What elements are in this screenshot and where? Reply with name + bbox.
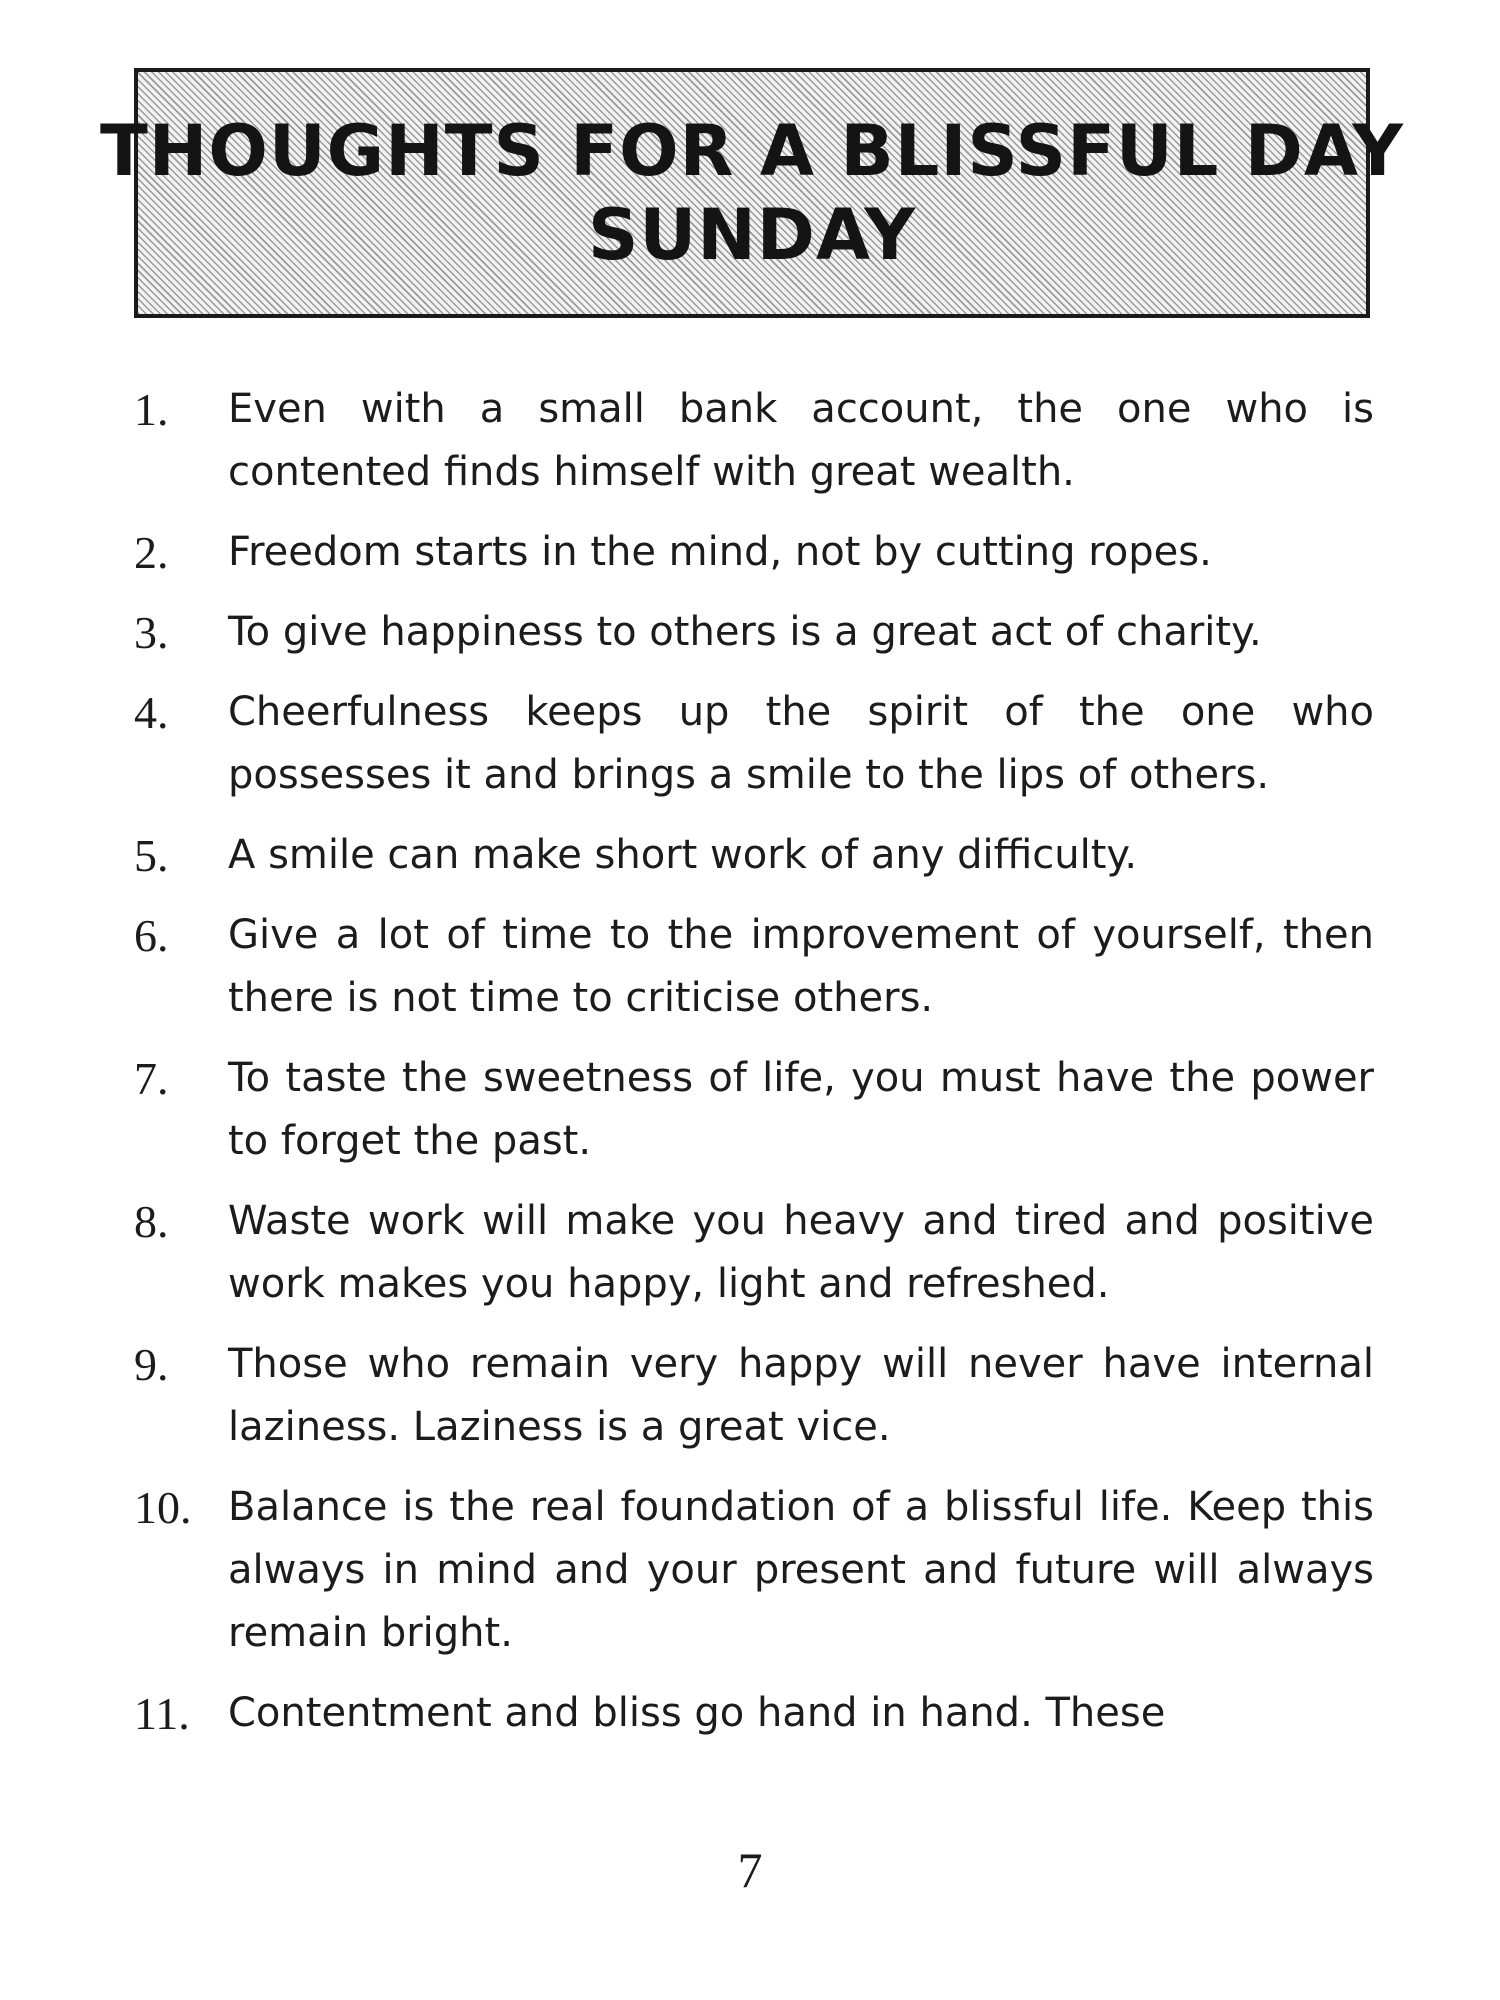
item-text: A smile can make short work of any difficulty. bbox=[228, 832, 1138, 878]
item-text: To give happiness to others is a great act of charity. bbox=[228, 609, 1262, 655]
item-text: Contentment and bliss go hand in hand. These bbox=[228, 1690, 1166, 1736]
list-item bbox=[134, 521, 1374, 584]
list-item bbox=[134, 601, 1374, 664]
page-number: 7 bbox=[737, 1842, 763, 1898]
item-text: Balance is the real foundation of a blissful life. Keep this always in mind and your present and future will always remain bright. bbox=[228, 1484, 1374, 1656]
item-text: Those who remain very happy will never have internal laziness. Laziness is a great vice. bbox=[228, 1341, 1374, 1450]
item-number: 7. bbox=[134, 1053, 169, 1104]
item-number: 8. bbox=[134, 1196, 169, 1247]
item-number: 6. bbox=[134, 910, 169, 961]
list-item bbox=[134, 1047, 1374, 1173]
item-number: 2. bbox=[134, 527, 169, 578]
thoughts-list bbox=[134, 378, 1374, 1762]
item-number: 4. bbox=[134, 687, 169, 738]
item-text: Give a lot of time to the improvement of yourself, then there is not time to criticise others. bbox=[228, 912, 1374, 1021]
item-number: 5. bbox=[134, 830, 169, 881]
list-item bbox=[134, 1476, 1374, 1665]
list-item bbox=[134, 904, 1374, 1030]
page-title: THOUGHTS FOR A BLISSFUL DAY bbox=[100, 110, 1404, 192]
item-number: 9. bbox=[134, 1339, 169, 1390]
item-number: 11. bbox=[134, 1688, 190, 1739]
list-item bbox=[134, 681, 1374, 807]
list-item bbox=[134, 1333, 1374, 1459]
item-number: 3. bbox=[134, 607, 169, 658]
item-text: To taste the sweetness of life, you must have the power to forget the past. bbox=[228, 1055, 1374, 1164]
list-item bbox=[134, 1682, 1374, 1745]
item-text: Freedom starts in the mind, not by cutting ropes. bbox=[228, 529, 1212, 575]
title-box bbox=[100, 68, 1404, 318]
list-item bbox=[134, 824, 1374, 887]
item-number: 1. bbox=[134, 384, 169, 435]
list-item bbox=[134, 1190, 1374, 1316]
item-number: 10. bbox=[134, 1482, 192, 1533]
item-text: Cheerfulness keeps up the spirit of the one who possesses it and brings a smile to the lips of others. bbox=[228, 689, 1374, 798]
item-text: Even with a small bank account, the one who is contented finds himself with great wealth. bbox=[228, 386, 1374, 495]
page-subtitle-day: SUNDAY bbox=[587, 194, 917, 276]
list-item bbox=[134, 378, 1374, 504]
item-text: Waste work will make you heavy and tired and positive work makes you happy, light and refreshed. bbox=[228, 1198, 1374, 1307]
